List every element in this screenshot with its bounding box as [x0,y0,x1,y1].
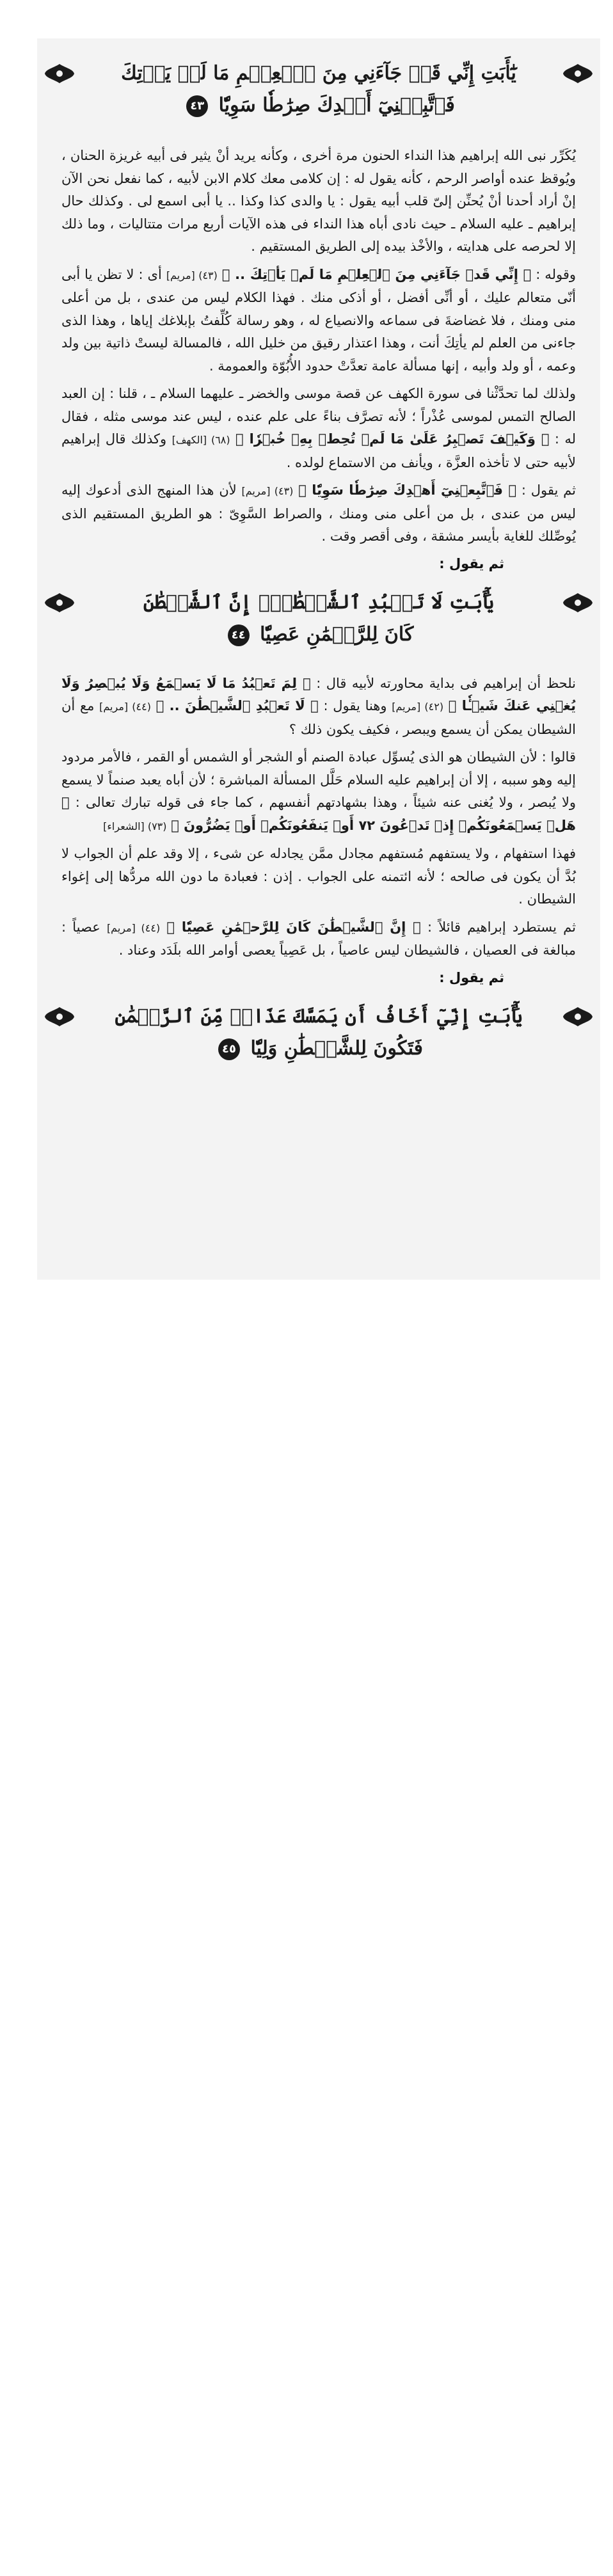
paragraph-4-quote: ﴿ فَٱتَّبِعۡنِيٓ أَهۡدِكَ صِرَٰطٗا سَوِيّٗا ﴾ [298,482,517,498]
paragraph-4-reference: (٤٣) [مريم] [241,485,294,497]
ornament-left-icon [44,592,76,614]
ayah-45-block [37,1001,600,1065]
ayah-44-line-1: يَٰٓأَبَتِ لَا تَعۡبُدِ ٱلشَّيۡطَٰنَۖ إِنَّ ٱلشَّيۡطَٰنَ [143,591,495,614]
paragraph-2 [37,264,600,378]
paragraph-8-reference: (٤٤) [مريم] [106,921,161,934]
paragraph-2-lead: وقوله : [531,266,576,282]
ayah-43-line-2-text: فَٱتَّبِعۡنِيٓ أَهۡدِكَ صِرَٰطٗا سَوِيّٗا [218,94,455,116]
ornament-right-icon [562,592,594,614]
paragraph-3-reference: (٦٨) [الكهف] [171,434,230,446]
paragraph-5-lead: نلحظ أن إبراهيم فى بداية محاورته لأبيه قال : [310,675,576,691]
paragraph-7: فهذا استفهام ، ولا يستفهم مُستفهم مجادل ممَّن يجادله عن شىء ، إلا وقد علم أن الجواب لا بُدَّ أن يكون فى صالحه ؛ لأنه ائتمنه على الجواب . إذن : فعبادة ما دون الله مردُّها إلى إغواء الشيطان . [61,846,576,907]
paragraph-2-body: أى : لا تظن يا أبى أنّى متعالم عليك ، أو أنِّى أفضل ، أو أذكى منك . فهذا الكلام ليس من عندى ، بل من أعلى منى ومنك ، فلا غضاضةَ فى سماعه والانصياع له ، وهو رسالة كُلِّفتُ بإبلاغك إياها ، وهذا الذى جاءنى من العلم لم يأتِكَ أنت ، وهذا اعتذار رقيق من خليل الله ، فالمسالة ليستْ ذاتية بين ولد وعمه ، أو ولد وأبيه ، إنها مسألة عامة تعدَّتْ حدود الأُبُوّة والعمومة . [61,266,576,374]
paragraph-6 [37,746,600,838]
ayah-44-line-2-text: كَانَ لِلرَّحۡمَٰنِ عَصِيّٗا [260,623,414,646]
paragraph-1: يُكَرِّر نبى الله إبراهيم هذا النداء الحنون مرة أخرى ، وكأنه يريد أنْ يثير فى أبيه غريزة الحنان ، ويُوقظ عنده أواصر الرحم ، كأنه يقول له : إن كلامى معك كلام الابن لأبيه ، كما نفعل نحن الآن إنْ أراد أحدنا أنْ يُحنِّن إلىّ قلب أبيه يقول : يا والدى كذا وكذا .. يا أبى اسمع لى . وكذلك حال إبراهيم ـ عليه السلام ـ حيث نادى أباه هذا النداء فى هذه الآيات أربع مرات متتاليات ، وما ذلك إلا لحرصه على هدايته ، والأخْذ بيده إلى الطريق المستقيم . [61,148,576,254]
paragraph-4-body: لأن هذا المنهج الذى أدعوك إليه ليس من عندى ، بل من أعلى منى ومنك ، والصراط السَّوِىّ : هو الطريق المستقيم الذى يُوصِّلك للغاية بأيسر مشقة ، وفى أقصر وقت . [61,482,576,544]
paragraph-3-lead: ولذلك لما تحدَّثْنا فى سورة الكهف عن قصة موسى والخضر ـ عليهما السلام ـ ، قلنا : إن العبد الصالح التمس لموسى عُذْراً ؛ لأنه تصرَّف بناءً على علم عنده ، ليس عند موسى مثله ، فقال له : [61,386,577,447]
paragraph-8-body: عصياً : مبالغة فى العصيان ، فالشيطان ليس عاصياً ، بل عَصِياً يعصى أوامر الله بلَدَد وعناد . [61,919,576,958]
paragraph-4 [37,479,600,548]
paragraph-3-quote: ﴿ وَكَيۡفَ تَصۡبِرُ عَلَىٰ مَا لَمۡ تُحِطۡ بِهِۦ خُبۡرٗا ﴾ [235,431,550,447]
ayah-44-line-2 [76,619,562,651]
ornament-left-icon [44,63,76,84]
paragraph-8-quote: ﴿ إِنَّ ٱلشَّيۡطَٰنَ كَانَ لِلرَّحۡمَٰنِ عَصِيّٗا ﴾ [166,919,421,935]
paragraph-6-lead: قالوا : لأن الشيطان هو الذى يُسوِّل عبادة الصنم أو الشجر أو الشمس أو القمر ، فالأمر مردود إليه وهو سببه ، إلا أن إبراهيم عليه السلام حَلَّل المسألة المباشرة ؛ لأن أباه يعبد صنماً لا يسمع ولا يُبصر ، ولا يُغنى عنه شيئاً ، وهذا بشهادتهم أنفسهم ، كما جاء فى قوله تبارك تعالى : [61,749,576,810]
ayah-44-block [37,587,600,651]
scanned-book-page [37,38,600,1280]
ayah-44-number-badge: ٤٤ [228,624,250,646]
ayah-43-number-badge: ٤٣ [186,95,208,117]
ornament-right-icon [562,1006,594,1028]
paragraph-5-reference-2: (٤٤) [مريم] [99,701,151,713]
paragraph-6-quote: ﴿ هَلۡ يَسۡمَعُونَكُمۡ إِذۡ تَدۡعُونَ ٧٢ أَوۡ يَنفَعُونَكُمۡ أَوۡ يَضُرُّونَ ﴾ [61,795,576,833]
then-says-1: ثم يقول : [439,555,504,571]
paragraph-5-quote-1: ﴿ لِمَ تَعۡبُدُ مَا لَا يَسۡمَعُ وَلَا يُبۡصِرُ وَلَا يُغۡنِي عَنكَ شَيۡـٔٗا ﴾ [61,675,577,713]
ornament-left-icon [44,1006,76,1028]
then-says-2: ثم يقول : [439,969,504,985]
paragraph-5-quote-2: ﴿ لَا تَعۡبُدِ ٱلشَّيۡطَٰنَ .. ﴾ [155,698,319,713]
paragraph-6-reference: (٧٣) [الشعراء] [103,820,167,832]
paragraph-2-reference: (٤٣) [مريم] [166,269,218,282]
ayah-45-number-badge: ٤٥ [218,1038,240,1060]
ayah-43-line-1: يَٰٓأَبَتِ إِنِّي قَدۡ جَآءَنِي مِنَ ٱلۡعِلۡمِ مَا لَمۡ يَأۡتِكَ [121,62,516,84]
ayah-45-line-2 [76,1033,562,1065]
paragraph-8-lead: ثم يستطرد إبراهيم قائلاً : [420,919,577,935]
paragraph-8 [37,916,600,962]
paragraph-3 [37,383,600,474]
ayah-45-line-1: يَٰٓأَبَتِ إِنِّيٓ أَخَافُ أَن يَمَسَّكَ عَذَابٞ مِّنَ ٱلرَّحۡمَٰنِ [115,1005,523,1028]
paragraph-5-reference-1: (٤٢) [مريم] [392,701,444,713]
paragraph-4-lead: ثم يقول : [516,482,576,498]
paragraph-5 [37,672,600,742]
paragraph-5-body: مع أن الشيطان يمكن أن يسمع ويبصر ، فكيف يكون ذلك ؟ [61,698,576,737]
paragraph-2-quote: ﴿ إِنِّي قَدۡ جَآءَنِي مِنَ ٱلۡعِلۡمِ مَا لَمۡ يَأۡتِكَ .. ﴾ [221,266,532,282]
ayah-43-line-2 [76,90,562,122]
paragraph-3-body: وكذلك قال إبراهيم لأبيه حتى لا تأخذه العزَّة ، ويأنف من الاستماع لولده . [61,431,576,470]
ayah-45-line-2-text: فَتَكُونَ لِلشَّيۡطَٰنِ وَلِيّٗا [250,1037,423,1060]
paragraph-5-middle: وهنا يقول : [318,698,392,713]
ornament-right-icon [562,63,594,84]
ayah-43-block [37,58,600,122]
